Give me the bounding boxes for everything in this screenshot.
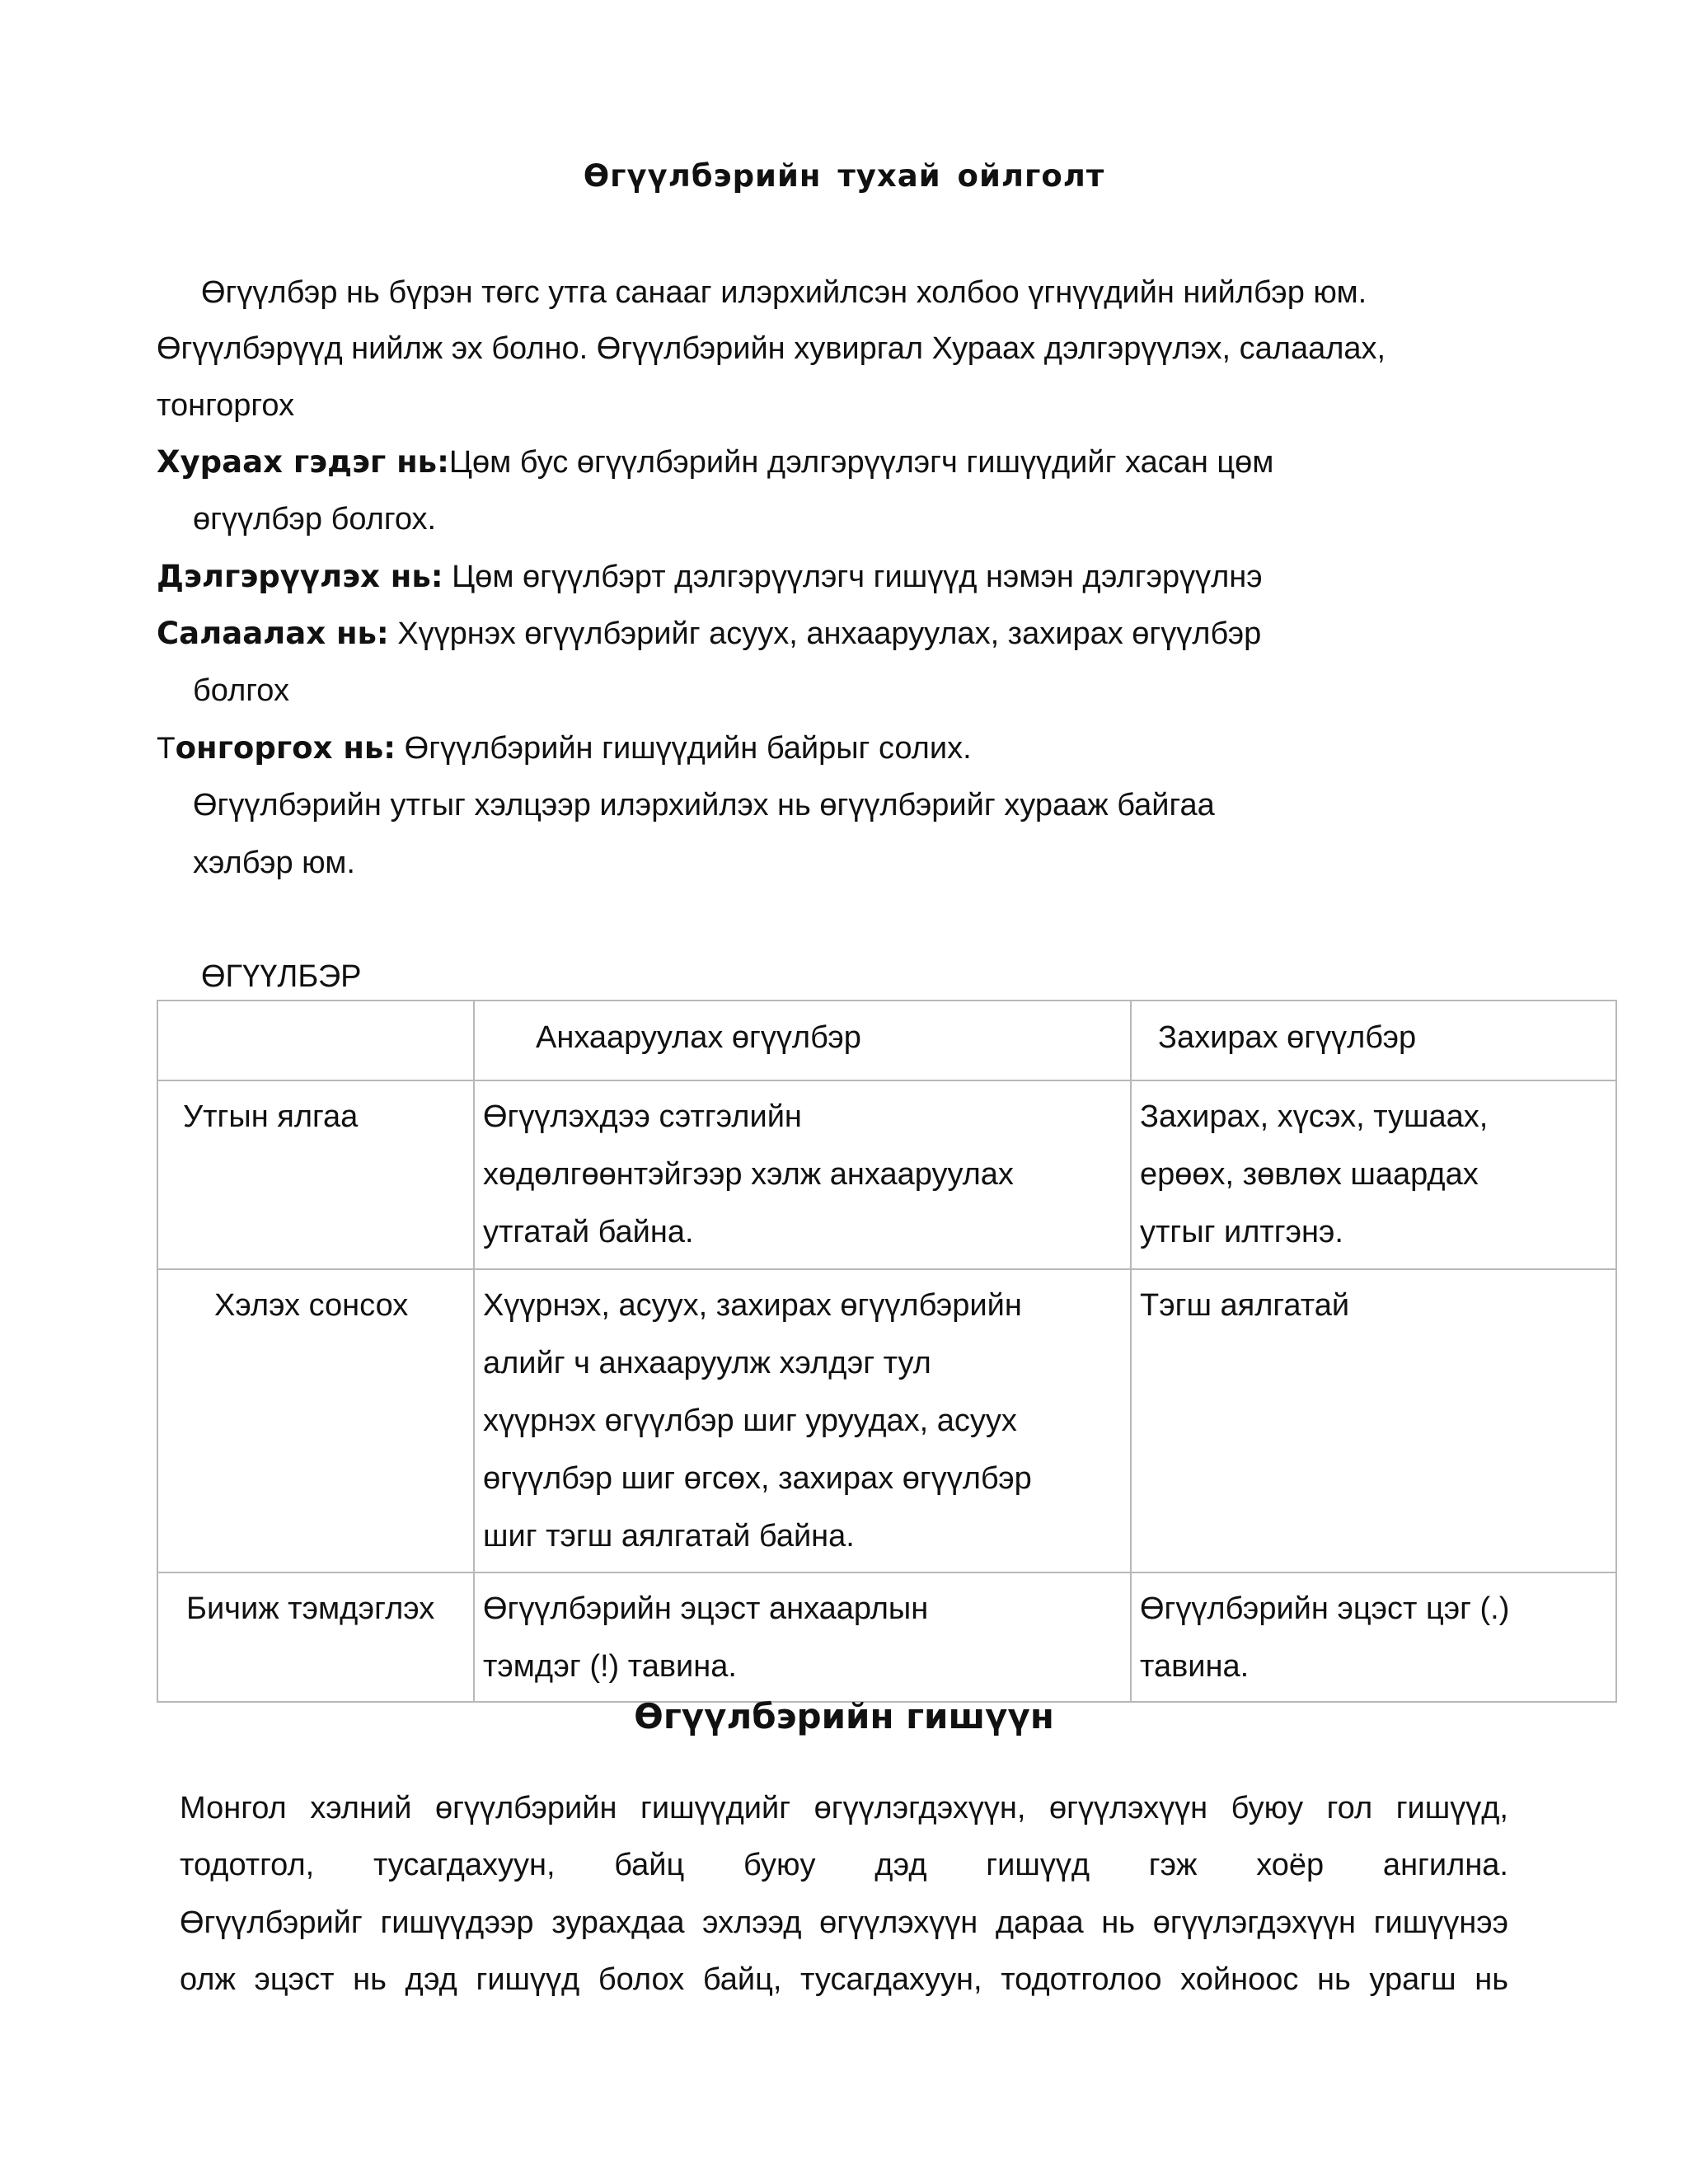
cell-line: ерөөх, зөвлөх шаардах: [1140, 1157, 1479, 1192]
definition-khuraakh: [157, 443, 1273, 481]
table-cell: [474, 1269, 1131, 1572]
definition-khuraakh-cont: өгүүлбэр болгох.: [193, 502, 437, 537]
cell-line: тэмдэг (!) тавина.: [483, 1649, 737, 1684]
intro-line-3: тонгоргох: [157, 388, 295, 423]
paragraph-line: Монгол хэлний өгүүлбэрийн гишүүдийг өгүүлэгдэхүүн, өгүүлэхүүн буюу гол гишүүд,: [180, 1791, 1508, 1825]
table-row-label: Бичиж тэмдэглэх: [157, 1572, 474, 1702]
note-line-2: хэлбэр юм.: [193, 846, 355, 880]
paragraph-line: Өгүүлбэрийг гишүүдээр зурахдаа эхлээд өгүүлэхүүн дараа нь өгүүлэгдэхүүн гишүүнээ: [180, 1905, 1508, 1940]
table-cell: [1131, 1269, 1616, 1572]
definition-salaalakh-cont: болгох: [193, 673, 289, 708]
sentence-types-table: [157, 1000, 1617, 1703]
cell-line: хүүрнэх өгүүлбэр шиг уруудах, асуух: [483, 1404, 1017, 1438]
intro-line-1: Өгүүлбэр нь бүрэн төгс утга санааг илэрхийлсэн холбоо үгнүүдийн нийлбэр юм.: [201, 275, 1367, 310]
section-paragraph: [180, 1780, 1508, 2008]
table-row: [157, 1080, 1616, 1269]
table-row-label: Хэлэх сонсох: [157, 1269, 474, 1572]
table-row-label: Утгын ялгаа: [157, 1080, 474, 1269]
page-title: Өгүүлбэрийн тухай ойлголт: [583, 158, 1105, 194]
cell-line: Тэгш аялгатай: [1140, 1288, 1350, 1323]
paragraph-line: тодотгол, тусагдахуун, байц буюу дэд гишүүд гэж хоёр ангилна.: [180, 1848, 1508, 1883]
definition-tongorgokh: [157, 729, 972, 767]
definition-term: Дэлгэрүүлэх нь:: [157, 559, 443, 594]
cell-line: Өгүүлбэрийн эцэст цэг (.): [1140, 1591, 1510, 1626]
cell-line: хөдөлгөөнтэйгээр хэлж анхааруулах: [483, 1157, 1014, 1192]
table-header-cell: Анхааруулах өгүүлбэр: [474, 1001, 1131, 1080]
cell-line: Өгүүлбэрийн эцэст анхаарлын: [483, 1591, 929, 1626]
definition-term: Салаалах нь:: [157, 616, 389, 651]
table-cell: [1131, 1572, 1616, 1702]
table-row: [157, 1572, 1616, 1702]
table-cell: [1131, 1080, 1616, 1269]
definition-salaalakh: [157, 615, 1261, 653]
definition-text: Цөм бус өгүүлбэрийн дэлгэрүүлэгч гишүүдийг хасан цөм: [448, 445, 1274, 480]
table-header-row: [157, 1001, 1616, 1080]
cell-line: Өгүүлэхдээ сэтгэлийн: [483, 1099, 802, 1134]
definition-delgeruulekh: [157, 558, 1263, 596]
cell-line: Хүүрнэх, асуух, захирах өгүүлбэрийн: [483, 1288, 1022, 1323]
paragraph-line: олж эцэст нь дэд гишүүд болох байц, тусагдахуун, тодотголоо хойноос нь урагш нь: [180, 1961, 1508, 1997]
cell-line: шиг тэгш аялгатай байна.: [483, 1519, 855, 1554]
table-caption: ӨГҮҮЛБЭР: [201, 959, 362, 994]
cell-line: тавина.: [1140, 1649, 1250, 1684]
note-line-1: Өгүүлбэрийн утгыг хэлцээр илэрхийлэх нь өгүүлбэрийг хурааж байгаа: [193, 788, 1215, 823]
definition-text: Хүүрнэх өгүүлбэрийг асуух, анхааруулах, захирах өгүүлбэр: [388, 616, 1262, 651]
definition-term: Хураах гэдэг нь:: [157, 444, 449, 480]
table-header-empty: [157, 1001, 474, 1080]
section-heading: Өгүүлбэрийн гишүүн: [634, 1696, 1054, 1736]
cell-line: Захирах, хүсэх, тушаах,: [1140, 1099, 1489, 1134]
cell-line: утгыг илтгэнэ.: [1140, 1215, 1343, 1249]
cell-line: утгатай байна.: [483, 1215, 694, 1249]
definition-term: онгоргох нь:: [175, 730, 396, 766]
intro-line-2: Өгүүлбэрүүд нийлж эх болно. Өгүүлбэрийн хувиргал Хураах дэлгэрүүлэх, салаалах,: [157, 331, 1386, 366]
cell-line: алийг ч анхааруулж хэлдэг тул: [483, 1346, 931, 1380]
table-cell: [474, 1080, 1131, 1269]
table-header-cell: Захирах өгүүлбэр: [1131, 1001, 1616, 1080]
definition-text: Цөм өгүүлбэрт дэлгэрүүлэгч гишүүд нэмэн дэлгэрүүлнэ: [443, 560, 1263, 594]
table-cell: [474, 1572, 1131, 1702]
cell-line: өгүүлбэр шиг өгсөх, захирах өгүүлбэр: [483, 1461, 1032, 1496]
definition-text: Өгүүлбэрийн гишүүдийн байрыг солих.: [396, 731, 972, 766]
table-row: [157, 1269, 1616, 1572]
definition-term-initial: Т: [157, 731, 176, 765]
